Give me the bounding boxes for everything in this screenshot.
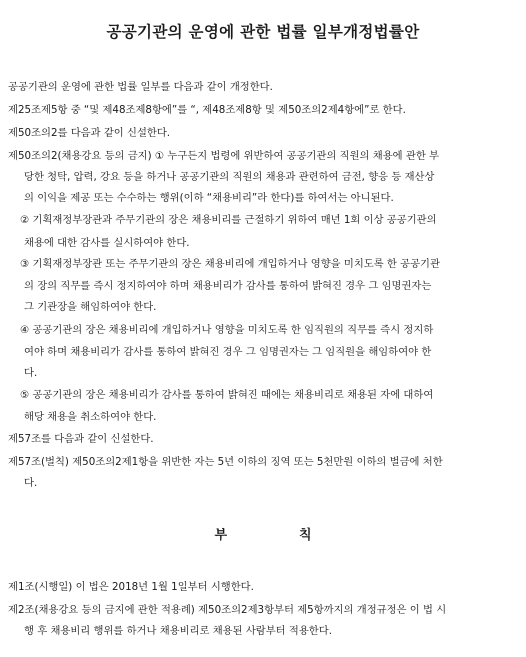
article-50-2-para1-line2: 당한 청탁, 압력, 강요 등을 하거나 공공기관의 직원의 채용과 관련하여 금전, 향응 등 재산상 (24, 171, 435, 183)
article-50-2-para3-line3: 그 기관장을 해임하여야 한다. (24, 301, 157, 313)
article-50-2-para1-line3: 의 이익을 제공 또는 수수하는 행위(이하 “채용비리”라 한다)를 하여서는 아니된다. (24, 192, 394, 204)
article-50-2-para2-line2: 채용에 대한 감사를 실시하여야 한다. (24, 237, 190, 249)
article-50-2-para2-line1: ② 기획재정부장관과 주무기관의 장은 채용비리를 근절하기 위하여 매년 1회 이상 공공기관의 (20, 214, 437, 226)
document-title: 공공기관의 운영에 관한 법률 일부개정법률안 (106, 23, 420, 41)
supplementary-article-2-line1: 제2조(채용강요 등의 금지에 관한 적용례) 제50조의2제3항부터 제5항까지의 개정규정은 이 법 시 (8, 604, 447, 616)
article-50-2-para4-line2: 여야 하며 채용비리가 감사를 통하여 밝혀진 경우 그 임명권자는 그 임직원을 해임하여야 한 (24, 346, 432, 358)
article-50-2-para1-line1: 제50조의2(채용강요 등의 금지) ① 누구든지 법령에 위반하여 공공기관의 직원의 채용에 관한 부 (8, 150, 440, 162)
intro-text: 공공기관의 운영에 관한 법률 일부를 다음과 같이 개정한다. (8, 81, 273, 93)
article-50-2-para4-line1: ④ 공공기관의 장은 채용비리에 개입하거나 영향을 미치도록 한 임직원의 직무를 즉시 정지하 (20, 324, 434, 336)
article-57-line2: 다. (24, 477, 38, 489)
article-50-2-para5-line1: ⑤ 공공기관의 장은 채용비리가 감사를 통하여 밝혀진 때에는 채용비리로 채용된 자에 대하여 (20, 389, 434, 401)
new-article-57-heading: 제57조를 다음과 같이 신설한다. (8, 433, 154, 445)
amend-article-25: 제25조제5항 중 “및 제48조제8항에”를 “, 제48조제8항 및 제50조의2제4항에”로 한다. (8, 104, 406, 116)
article-50-2-para3-line1: ③ 기획재정부장관 또는 주무기관의 장은 채용비리에 개입하거나 영향을 미치도록 한 공공기관 (20, 258, 440, 270)
new-article-50-2-heading: 제50조의2를 다음과 같이 신설한다. (8, 127, 171, 139)
article-50-2-para3-line2: 의 장의 직무를 즉시 정지하여야 하며 채용비리가 감사를 통하여 밝혀진 경우 그 임명권자는 (24, 280, 432, 292)
supplementary-article-1: 제1조(시행일) 이 법은 2018년 1월 1일부터 시행한다. (8, 581, 254, 593)
article-50-2-para4-line3: 다. (24, 367, 38, 379)
supplementary-article-2-line2: 행 후 채용비리 행위를 하거나 채용비리로 채용된 사람부터 적용한다. (24, 625, 332, 637)
article-57-line1: 제57조(벌칙) 제50조의2제1항을 위반한 자는 5년 이하의 징역 또는 5천만원 이하의 벌금에 처한 (8, 456, 443, 468)
supplementary-provisions-title: 부칙 (214, 528, 384, 543)
article-50-2-para5-line2: 해당 채용을 취소하여야 한다. (24, 411, 157, 423)
